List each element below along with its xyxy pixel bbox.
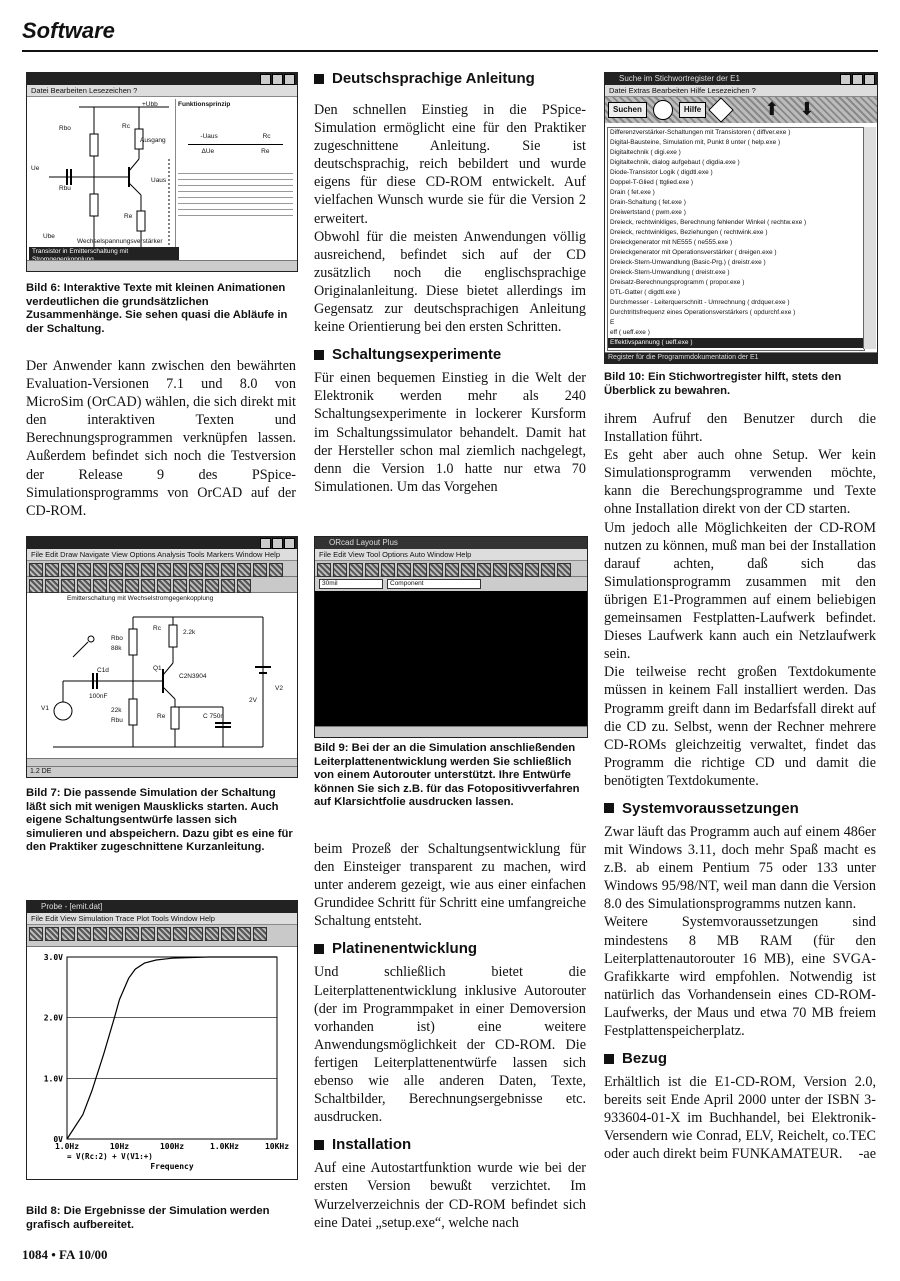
fig7-schematic-title: Emitterschaltung mit Wechselstromgegenkopplung [67,595,214,602]
x-tick-label: 100Hz [159,1142,185,1151]
y-tick-label: 2.0V [43,1013,63,1023]
fig9-combo-mode[interactable]: Component [387,579,481,589]
fig10-caption: Bild 10: Ein Stichwortregister hilft, stets den Überblick zu bewahren. [604,371,842,397]
fig7-label-100nf: 100nF [89,693,108,700]
column-3 [604,410,876,1164]
fig6-fraction-bar [188,144,283,145]
fig10-vertical-scrollbar[interactable] [863,127,876,349]
close-button[interactable] [864,74,875,85]
y-tick-label: 3.0V [43,953,63,962]
fig6-statusbar [27,260,297,271]
fig7-label-c2n3904: C2N3904 [179,673,207,680]
keyword-list-item[interactable]: Drain ( fet.exe ) [610,189,655,196]
y-tick-label: 0V [53,1135,63,1144]
heading-installation: Installation [314,1136,586,1153]
help-icon[interactable] [709,97,734,122]
keyword-list-item[interactable]: DTL-Gatter ( digdtl.exe ) [610,289,681,296]
keyword-list-item[interactable]: Differenzverstärker-Schaltungen mit Transistoren ( diffver.exe ) [610,129,791,136]
heading-bullet-icon [604,1054,614,1064]
plot-frame [67,957,277,1139]
fig6-label-rbo: Rbo [59,125,71,132]
fig10-menubar: Datei Extras Bearbeiten Hilfe Lesezeichen ? [605,85,877,97]
col3-paragraph-4: Die teilweise recht großen Textdokumente müssen in keinem Fall installiert werden. Das Programm greift dann im Bedarfsfall direkt auf die CD zu. Selbst, wenn der Rechner mehrere CD-ROMs gleichzeitig verwaltet, findet das Programm die richtige CD und damit die benötigten Textdokumente. [604,664,876,789]
fig9-combo-row [315,577,587,591]
fig7-label-rc: Rc [153,625,161,632]
column-2-top [314,70,586,496]
fig6-formula-bottom-left: ΔUe [201,148,215,155]
header-rule [22,50,878,52]
fig6-formula-top [178,133,293,141]
fig7-toolbar-2 [27,577,297,593]
fig8-toolbar [27,925,297,947]
fig6-label-ue: Ue [31,165,40,172]
fig9-menubar: File Edit View Tool Options Auto Window Help [315,549,587,561]
section-header: Software [22,18,115,43]
keyword-list-item[interactable]: Diode-Transistor Logik ( digdtl.exe ) [610,169,713,176]
keyword-list-item[interactable]: E [610,319,615,326]
fig9-titlebar: ORcad Layout Plus [315,537,587,549]
fig7-toolbar-1 [27,561,297,577]
fig7-titlebar [27,537,297,549]
fig7-menubar: File Edit Draw Navigate View Options Analysis Tools Markers Window Help [27,549,297,561]
keyword-list-item[interactable]: Effektivspannung ( ueff.exe ) [608,338,864,348]
fig10-toolbar [605,97,877,123]
col2-paragraph-1: Den schnellen Einstieg in die PSpice-Simulation ermöglicht eine für den Praktiker zugeschnittene Anleitung. Sie ist deutschsprachig, reich bebildert und wurde eigens für diese CD-ROM entwickelt. Auf vielfachen Wunsch wurde sie für die Version 2 erweitert. [314,102,586,227]
keyword-list-item[interactable]: Dreieck, rechtwinkliges, Berechnung fehlender Winkel ( rechtw.exe ) [610,219,807,226]
fig6-label-uaus: Uaus [151,177,167,184]
keyword-list-item[interactable]: Digital-Bausteine, Simulation mit, Punkt 8 unter ( help.exe ) [610,139,781,146]
help-button[interactable]: Hilfe [679,102,706,118]
x-axis-label: Frequency [150,1162,194,1171]
heading-bullet-icon [314,1140,324,1150]
search-icon[interactable] [653,100,673,120]
fig9-screenshot [314,536,588,738]
fig8-menubar: File Edit View Simulation Trace Plot Tools Window Help [27,913,297,925]
keyword-list-item[interactable]: Digitaltechnik, dialog aufgebaut ( digdia.exe ) [610,159,740,166]
column-2-bottom [314,840,586,1232]
fig6-label-ausgang: Ausgang [140,137,166,144]
fig6-screenshot [26,72,298,272]
maximize-button[interactable] [852,74,863,85]
fig6-label-ubb: +Ubb [142,101,158,108]
fig6-notice: Wechselspannungsverstärker [77,238,163,245]
heading-bezug: Bezug [604,1050,876,1067]
keyword-list-item[interactable]: Digitaltechnik ( digi.exe ) [610,149,681,156]
fig8-caption: Bild 8: Die Ergebnisse der Simulation werden grafisch aufbereitet. [26,1205,270,1231]
fig6-text-panel [175,99,295,247]
fig6-bottom-banner: Transistor in Emitterschaltung mit [29,247,179,265]
col2-paragraph-3: Für einen bequemen Einstieg in die Welt der Elektronik werden mehr als 240 Schaltungsexperimente in lockerer Kursform im Schaltungssimulator behandelt. Damit hat der Hersteller schon mal ziemlich nachgelegt, denn die Version 1.0 hatte nur etwa 70 Simulationen. Um das Vorgehen [314,370,586,495]
keyword-list-item[interactable]: Dreiwertstand ( pwm.exe ) [610,209,686,216]
keyword-list-item[interactable]: Dreieck-Stern-Umwandlung ( dreistr.exe ) [610,269,730,276]
col2-paragraph-5: Und schließlich bietet die Leiterplattenentwicklung inklusive Autorouter (der im Programmpaket in einer Demoversion vorhanden ist) eine weitere Anwendungsmöglichkeit der CD-ROM. Die fertigen Leiterplattenentwürfe lassen sich ebenso wie alle anderen Daten, Texte, Schaltbilder, Berechnungsergebnisse etc. ausdrucken. [314,964,586,1126]
keyword-list-item[interactable]: Dreieckgenerator mit NE555 ( ne555.exe ) [610,239,733,246]
col2-paragraph-6: Auf eine Autostartfunktion wurde wie bei der ersten Version bewußt verzichtet. Im Wurzelverzeichnis der CD-ROM befindet sich eine Datei „setup.exe“, welche nach [314,1160,586,1231]
fig6-formula-right: Rc [262,133,271,140]
col2-paragraph-4: beim Prozeß der Schaltungsentwicklung für den Einsteiger transparent zu machen, wird unter anderem gezeigt, wie aus einer einfachen Grundidee Schritt für Schritt eine umfangreiche Schaltung entsteht. [314,841,586,930]
fig6-label-rc: Rc [122,123,130,130]
fig8-titlebar: Probe - [emit.dat] [27,901,297,913]
y-tick-label: 1.0V [43,1074,63,1084]
legend-label: = V(Rc:2) + V(V1:+) [67,1152,153,1161]
keyword-list-item[interactable]: Durchmesser - Leiterquerschnitt - Umrechnung ( drdquer.exe ) [610,299,790,306]
x-tick-label: 1.0KHz [210,1142,239,1151]
fig7-statusbar: 1.2 DE [27,766,297,777]
fig10-keyword-list[interactable] [607,127,865,351]
minimize-button[interactable] [840,74,851,85]
col3-paragraph-7: Erhältlich ist die E1-CD-ROM, Version 2.0, bereits seit Ende April 2000 unter der ISBN 3-933604-01-X im Buchhandel, bei Elektronik-Versendern wie Conrad, ELV, Reichelt, co.TEC oder auch direkt beim FUNKAMATEUR. -ae [604,1074,876,1163]
heading-deutschsprachige-anleitung: Deutschsprachige Anleitung [314,70,586,87]
fig9-statusbar [315,726,587,737]
fig9-toolbar [315,561,587,577]
x-tick-label: 10KHz [264,1142,290,1151]
fig7-label-rbu: Rbu [111,717,123,724]
fig6-label-ube: Ube [43,233,55,240]
fig9-caption: Bild 9: Bei der an die Simulation anschließenden Leiterplattenentwicklung werden Sie schließlich von einem Autorouter unterstützt. Ihre Entwürfe können Sie sich z.B. für das Fotopositivverfahren auf Klarsichtfolie ausdrucken lassen. [314,742,580,809]
search-button[interactable]: Suchen [608,102,647,118]
fig6-formula-left: -Uaus [200,133,218,140]
col2-paragraph-2: Obwohl für die meisten Anwendungen völlig ausreichend, befindet sich auf der CD zusätzlich noch die englischsprachige Originalanleitung. Diese bietet allerdings im Gegensatz zur deutschsprachigen Anleitung keine Orientierung bei den ersten Schritten. [314,228,586,336]
fig8-screenshot [26,900,298,1180]
fig10-statusbar: Register für die Programmdokumentation der E1 [605,352,877,363]
fig10-titlebar [605,73,877,85]
fig6-formula-bottom [178,148,293,156]
heading-bullet-icon [314,350,324,360]
author-signature: -ae [858,1146,876,1163]
col1-paragraph-1: Der Anwender kann zwischen den bewährten Evaluation-Versionen 7.1 und 8.0 von MicroSim (OrCAD) wählen, die sich direkt mit den interaktiven Texten und Berechnungsprogrammen verknüpfen lassen. Außerdem befindet sich noch die Testversion der Release 9 des PSpice-Simulationsprogramms von OrCAD auf der CD-ROM. [26,358,296,519]
fig6-formula-bottom-right: Re [261,148,270,155]
keyword-list-item[interactable]: Durchtrittsfrequenz eines Operationsverstärkers ( opdurchf.exe ) [610,309,796,316]
fig10-window-title: Suche im Stichwortregister der E1 [619,74,740,83]
fig7-label-c1d: C1d [97,667,109,674]
heading-systemvoraussetzungen: Systemvoraussetzungen [604,800,876,817]
fig6-panel-title: Funktionsprinzip [178,101,231,108]
fig10-screenshot [604,72,878,364]
keyword-list-item[interactable]: Dreieck-Stern-Umwandlung (Basic-Prg.) ( dreistr.exe ) [610,259,766,266]
fig7-caption: Bild 7: Die passende Simulation der Schaltung läßt sich mit wenigen Mausklicks starten. Auch eigene Schaltungsentwürfe lassen sich simulieren und abspeichern. Dazu gibt es eine für den Praktiker zugeschnittene Kurzanleitung. [26,787,293,854]
keyword-list-item[interactable]: eff ( ueff.exe ) [610,329,650,336]
heading-bullet-icon [314,74,324,84]
fig6-label-re: Re [124,213,133,220]
fig7-screenshot [26,536,298,778]
keyword-list-item[interactable]: Drain-Schaltung ( fet.exe ) [610,199,686,206]
fig7-label-rbo: Rbo [111,635,123,642]
page-footer: 1084 • FA 10/00 [22,1247,108,1262]
col3-paragraph-5: Zwar läuft das Programm auch auf einem 486er mit Windows 3.11, doch mehr Spaß macht es z.B. ab einem Pentium 75 oder 133 unter Windows 95/98/NT, weil man dann die Version 8.0 des Simulationsprogramms nutzen kann. [604,823,876,913]
fig7-label-c750n: C 750n [203,713,224,720]
fig7-label-q1: Q1 [153,665,162,672]
fig9-canvas[interactable] [315,591,587,727]
arrow-up-icon[interactable]: ⬆ [764,99,780,120]
fig7-label-22k: 22k [111,707,122,714]
keyword-list-item[interactable]: Dreieckgenerator mit Operationsverstärker ( dreigen.exe ) [610,249,777,256]
fig8-probe-chart [27,947,295,1175]
heading-schaltungsexperimente: Schaltungsexperimente [314,346,586,363]
fig6-label-rbu: Rbu [59,185,71,192]
fig6-titlebar [27,73,297,85]
col3-paragraph-2: Es geht aber auch ohne Setup. Wer kein Simulationsprogramm verwenden möchte, kann die Berechungsprogramme und Texte ohne Installation direkt von der CD starten. [604,447,876,518]
fig6-menubar: Datei Bearbeiten Lesezeichen ? [27,85,297,97]
keyword-list-item[interactable]: Dreieck, rechtwinkliges, Beziehungen ( rechtwink.exe ) [610,229,768,236]
col3-paragraph-3: Um jedoch alle Möglichkeiten der CD-ROM nutzen zu können, muß man bei der Installation darauf achten, daß sich das Simulationsprogramm zusammen mit den übrigen E1-Programmen auf einem beliebigen gemeinsamen Festplatten-Laufwerk befindet. Dieses Laufwerk kann auch ein Netzlaufwerk sein. [604,519,876,663]
heading-bullet-icon [604,803,614,813]
col3-paragraph-1: ihrem Aufruf den Benutzer durch die Installation führt. [604,411,876,446]
fig7-label-v2: V2 [275,685,283,692]
col3-paragraph-6: Weitere Systemvoraussetzungen sind mindestens 8 MB RAM (für den Leiterplattenautorouter 16 MB), eine SVGA-Grafikkarte wird empfohlen. Notwendig ist natürlich das Vorhandensein eines CD-ROM-Laufwerks, der Maus und etwa 70 MB freiem Festplattenspeicherplatz. [604,914,876,1039]
keyword-list-item[interactable]: Dreisatz-Berechnungsprogramm ( propor.exe ) [610,279,745,286]
heading-bullet-icon [314,944,324,954]
fig7-label-88k: 88k [111,645,122,652]
keyword-list-item[interactable]: Doppel-T-Glied ( ttglied.exe ) [610,179,694,186]
fig9-combo-grid[interactable]: 30mil [319,579,383,589]
fig7-label-v1: V1 [41,705,49,712]
fig7-label-re: Re [157,713,166,720]
fig6-panel-text-lines [178,168,293,218]
fig7-label-2v: 2V [249,697,257,704]
x-tick-label: 10Hz [109,1142,130,1151]
fig6-caption: Bild 6: Interaktive Texte mit kleinen Animationen verdeutlichen die grundsätzlichen Zusammenhänge. Sie sehen quasi die Abläufe in der Schaltung. [26,282,288,335]
x-tick-label: 1.0Hz [54,1142,80,1151]
arrow-down-icon[interactable]: ⬇ [799,99,815,120]
keyword-list-items [608,128,864,348]
heading-platinenentwicklung: Platinenentwicklung [314,940,586,957]
fig7-label-2-2k: 2.2k [183,629,196,636]
